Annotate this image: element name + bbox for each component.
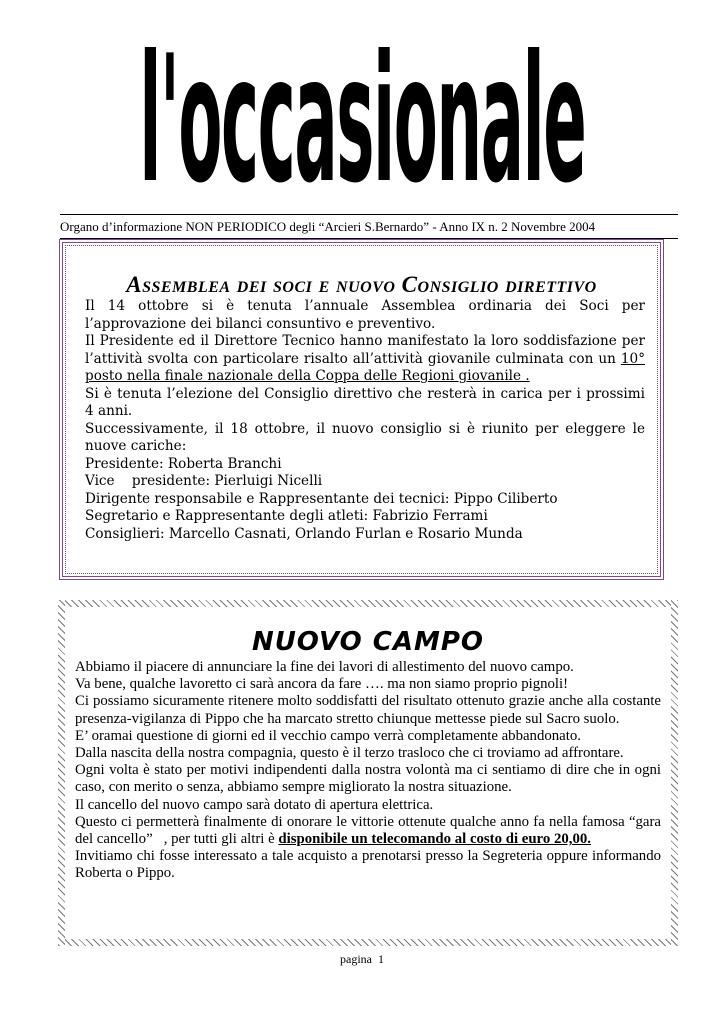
paragraph: Il 14 ottobre si è tenuta l’annuale Assemblea ordinaria dei Soci per l’approvazione dei bilanci consuntivo e preventivo. [85, 298, 645, 332]
paragraph-text: Il Presidente ed il Direttore Tecnico hanno manifestato la loro soddisfazione per l’attività svolta con particolare risalto all’attività giovanile culminata con un [85, 333, 645, 367]
highlight-offer: disponibile un telecomando al costo di euro 20,00. [278, 831, 591, 848]
underlined-highlight: 10° posto nella finale nazionale della Coppa delle Regioni giovanile . [85, 350, 645, 384]
role-line: Vice presidente: Pierluigi Nicelli [85, 473, 323, 489]
paragraph: Si è tenuta l’elezione del Consiglio direttivo che resterà in carica per i prossimi 4 anni. [85, 385, 645, 419]
role-line: Presidente: Roberta Branchi [85, 455, 282, 472]
paragraph [85, 333, 645, 386]
paragraph: E’ oramai questione di giorni ed il vecchio campo verrà completamente abbandonato. [75, 727, 581, 744]
paragraph: Successivamente, il 18 ottobre, il nuovo consiglio si è riunito per eleggere le nuove cariche: [85, 420, 645, 454]
article-assemblea [59, 239, 664, 580]
paragraph: Il cancello del nuovo campo sarà dotato di apertura elettrica. [75, 796, 434, 813]
role-line: Dirigente responsabile e Rappresentante dei tecnici: Pippo Ciliberto [85, 490, 558, 507]
paragraph: Dalla nascita della nostra compagnia, questo è il terzo trasloco che ci troviamo ad affrontare. [75, 745, 624, 762]
paragraph: Va bene, qualche lavoretto ci sarà ancora da fare …. ma non siamo proprio pignoli! [75, 676, 569, 693]
article-nuovo-campo [58, 600, 678, 946]
paragraph: Ogni volta è stato per motivi indipendenti dalla nostra volontà ma ci sentiamo di dire che in ogni caso, con merito o senza, abbiamo sempre migliorato la nostra situazione. [75, 762, 661, 796]
page-number: pagina 1 [340, 952, 384, 966]
paragraph: Abbiamo il piacere di annunciare la fine dei lavori di allestimento del nuovo campo. [75, 659, 574, 675]
top-rule [60, 214, 678, 215]
article-nuovo-campo-title: NUOVO CAMPO [251, 627, 485, 657]
role-line: Consiglieri: Marcello Casnati, Orlando Furlan e Rosario Munda [85, 525, 523, 542]
publication-subtitle: Organo d’informazione NON PERIODICO degli “Arcieri S.Bernardo” - Anno IX n. 2 Novembre 2004 [60, 219, 596, 234]
masthead [60, 17, 664, 222]
paragraph-text: Questo ci permetterà finalmente di onorare le vittorie ottenute qualche anno fa nella famosa “gara del cancello” , per tutti gli altri è [75, 813, 665, 848]
paragraph: Invitiamo chi fosse interessato a tale acquisto a prenotarsi presso la Segreteria oppure informando Roberta o Pippo. [75, 848, 661, 882]
role-line: Segretario e Rappresentante degli atleti: Fabrizio Ferrami [85, 508, 488, 524]
newsletter-title: l'occasionale [138, 17, 586, 222]
article-assemblea-title: Assemblea dei soci e nuovo Consiglio direttivo [126, 272, 597, 297]
paragraph: Ci possiamo sicuramente ritenere molto soddisfatti del risultato ottenuto grazie anche alla costante presenza-vigilanza di Pippo che ha marcato stretto chiunque mettesse piede sul Sacro suolo. [75, 693, 661, 727]
paragraph [75, 813, 665, 848]
